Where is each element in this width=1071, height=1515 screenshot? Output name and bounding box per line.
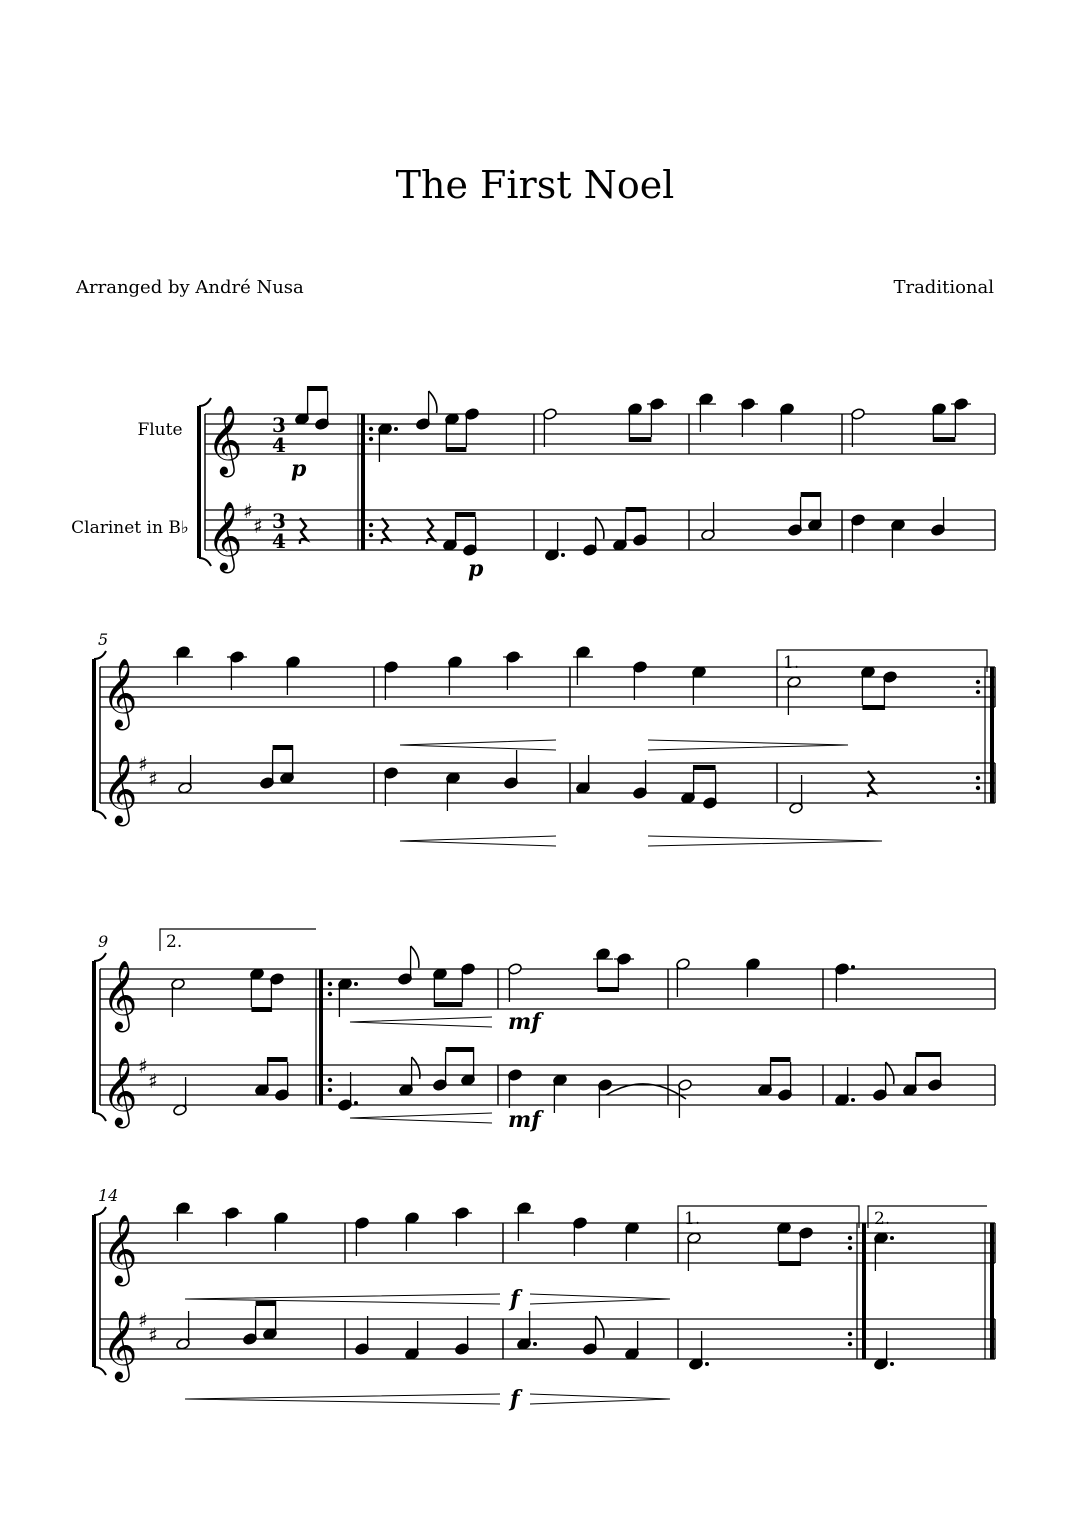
system-2 (94, 630, 995, 846)
augmentation-dot (851, 1098, 855, 1102)
dynamic-mf: mf (508, 1009, 541, 1035)
time-signature-top: 3 (272, 413, 286, 437)
measure-number: 9 (98, 932, 109, 951)
dynamic-p: p (291, 456, 307, 482)
augmentation-dot (354, 982, 358, 986)
augmentation-dot (354, 1101, 358, 1105)
volta-label: 1. (684, 1209, 701, 1229)
beam (626, 507, 646, 512)
volta-bracket (160, 929, 316, 951)
dynamic-f: f (510, 1286, 520, 1312)
quarter-rest (300, 518, 307, 544)
repeat-dot (369, 437, 373, 441)
repeat-dot (848, 1236, 852, 1240)
augmentation-dot (394, 427, 398, 431)
time-signature-bottom: 4 (272, 433, 286, 457)
beam (862, 705, 884, 710)
sharp-c-icon: ♯ (148, 767, 158, 791)
time-signature-top: 3 (272, 509, 286, 533)
volta-bracket (777, 650, 987, 672)
volta-label: 1. (783, 653, 800, 673)
measure-number: 14 (98, 1186, 119, 1205)
repeat-dot (328, 1088, 332, 1092)
repeat-dot (369, 427, 373, 431)
note-flag (412, 1057, 420, 1079)
treble-clef-icon: 𝄞 (102, 1056, 138, 1126)
beam (801, 492, 821, 497)
score-title: The First Noel (395, 163, 675, 207)
beam (456, 512, 476, 517)
treble-clef-icon: 𝄞 (102, 754, 138, 824)
measure-number: 5 (98, 630, 109, 649)
augmentation-dot (851, 965, 855, 969)
beam (597, 987, 618, 992)
sharp-c-icon: ♯ (253, 514, 263, 538)
note-flag (411, 946, 419, 968)
note-flag (429, 391, 437, 413)
decrescendo-hairpin (648, 740, 848, 750)
beam (251, 1007, 271, 1012)
instrument-label-flute: Flute (137, 420, 183, 440)
volta-label: 2. (874, 1209, 891, 1229)
treble-clef-icon: 𝄞 (207, 501, 243, 571)
crescendo-hairpin (350, 1017, 492, 1027)
repeat-dot (976, 776, 980, 780)
augmentation-dot (890, 1236, 894, 1240)
repeat-dot (976, 680, 980, 684)
sharp-f-icon: ♯ (138, 1054, 148, 1078)
instrument-label-clarinet: Clarinet in B♭ (71, 518, 189, 538)
augmentation-dot (705, 1362, 709, 1366)
beam (694, 765, 716, 770)
repeat-dot (328, 982, 332, 986)
volta-label: 2. (166, 932, 183, 952)
treble-clef-icon: 𝄞 (207, 405, 243, 475)
crescendo-hairpin (350, 1113, 492, 1123)
beam (933, 437, 955, 442)
crescendo-hairpin (400, 836, 556, 846)
beam (273, 745, 293, 750)
composer-credit: Traditional (893, 277, 994, 298)
beam (771, 1057, 791, 1062)
beam (268, 1057, 288, 1062)
repeat-dot (369, 523, 373, 527)
repeat-dot (848, 1332, 852, 1336)
sharp-f-icon: ♯ (138, 1308, 148, 1332)
sharp-c-icon: ♯ (148, 1069, 158, 1093)
beam (308, 386, 328, 391)
score-systems (71, 386, 995, 1412)
beam (446, 447, 466, 452)
augmentation-dot (561, 553, 565, 557)
sharp-f-icon: ♯ (138, 752, 148, 776)
repeat-dot (328, 992, 332, 996)
repeat-dot (369, 533, 373, 537)
quarter-rest (868, 771, 875, 797)
system-4 (94, 1186, 995, 1412)
crescendo-hairpin (400, 740, 556, 750)
volta-bracket (678, 1206, 859, 1228)
beam (256, 1301, 276, 1306)
crescendo-hairpin (185, 1394, 500, 1404)
augmentation-dot (533, 1342, 537, 1346)
treble-clef-icon: 𝄞 (102, 1310, 138, 1380)
repeat-dot (976, 690, 980, 694)
arranger-credit: Arranged by André Nusa (76, 277, 304, 298)
repeat-dot (848, 1342, 852, 1346)
quarter-rest (427, 518, 434, 544)
beam (778, 1261, 800, 1266)
dynamic-f: f (510, 1386, 520, 1412)
decrescendo-hairpin (530, 1294, 670, 1304)
system-1 (71, 386, 995, 582)
system-3 (94, 929, 995, 1133)
beam (434, 1002, 462, 1007)
sharp-f-icon: ♯ (243, 499, 253, 523)
crescendo-hairpin (185, 1294, 500, 1304)
dynamic-mf: mf (508, 1107, 541, 1133)
time-signature-bottom: 4 (272, 529, 286, 553)
beam (916, 1052, 941, 1057)
dynamic-p: p (468, 556, 484, 582)
repeat-dot (848, 1246, 852, 1250)
repeat-dot (976, 786, 980, 790)
sharp-c-icon: ♯ (148, 1323, 158, 1347)
augmentation-dot (890, 1362, 894, 1366)
decrescendo-hairpin (648, 836, 882, 846)
repeat-dot (328, 1078, 332, 1082)
treble-clef-icon: 𝄞 (102, 960, 138, 1030)
beam (629, 437, 651, 442)
treble-clef-icon: 𝄞 (102, 658, 138, 728)
quarter-rest (382, 518, 389, 544)
beam (446, 1047, 474, 1052)
decrescendo-hairpin (530, 1394, 670, 1404)
treble-clef-icon: 𝄞 (102, 1214, 138, 1284)
tie (606, 1084, 686, 1099)
